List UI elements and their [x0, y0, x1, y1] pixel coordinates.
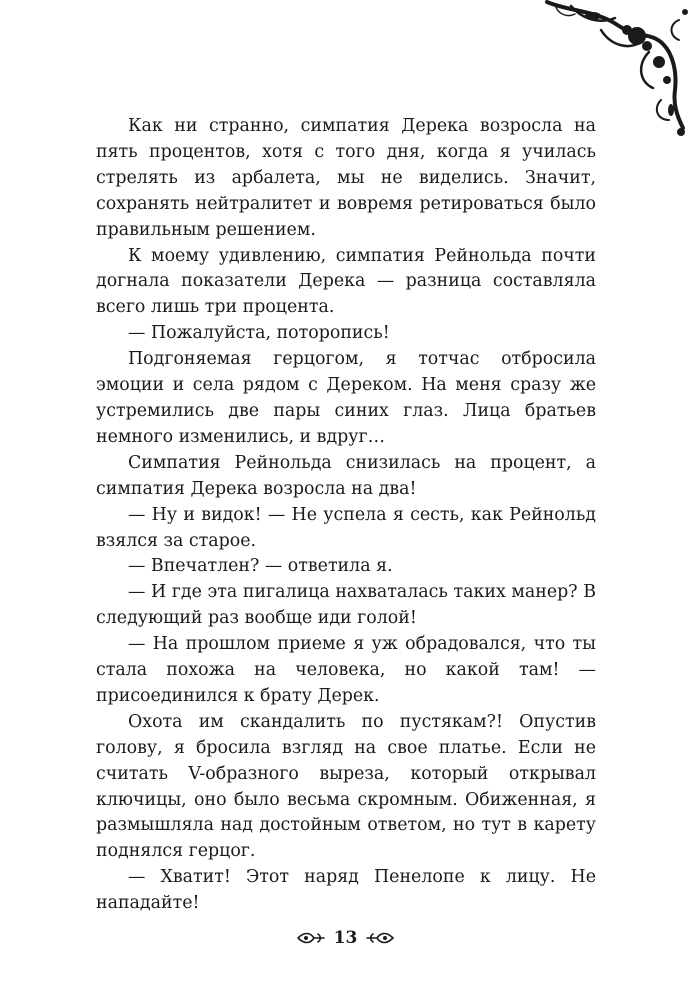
paragraph-6: — Ну и видок! — Не успела я сесть, как Рейнольд взялся за старое. [96, 504, 596, 551]
paragraph-1: Как ни странно, симпатия Дерека возросла на пять процентов, хотя с того дня, когда я училась стрелять из арбалета, мы не виделись. Значит, сохранять нейтралитет и вовремя ретироваться было правильным решением. [96, 116, 596, 240]
paragraph-5: Симпатия Рейнольда снизилась на процент, а симпатия Дерека возросла на два! [96, 452, 596, 499]
body-text [96, 114, 596, 917]
paragraph-3: — Пожалуйста, поторопись! [128, 323, 390, 344]
page-number: 13 [333, 928, 358, 948]
paragraph-2: К моему удивлению, симпатия Рейнольда почти догнала показатели Дерека — разница составляла всего лишь три процента. [96, 245, 596, 318]
paragraph-7: — Впечатлен? — ответила я. [128, 556, 393, 577]
page-footer [0, 924, 691, 952]
paragraph-11: — Хватит! Этот наряд Пенелопе к лицу. Не нападайте! [96, 867, 596, 914]
flourish-left-icon [296, 930, 326, 946]
paragraph-4: Подгоняемая герцогом, я тотчас отбросила эмоции и села рядом с Дереком. На меня сразу же устремились две пары синих глаз. Лица братьев немного изменились, и вдруг… [96, 349, 596, 447]
paragraph-10: Охота им скандалить по пустякам?! Опустив голову, я бросила взгляд на свое платье. Если не считать V-образного выреза, который открывал ключицы, оно было весьма скромным. Обиженная, я размышляла над достойным ответом, но тут в карету поднялся герцог. [96, 711, 596, 862]
paragraph-8: — И где эта пигалица нахваталась таких манер? В следующий раз вообще иди голой! [96, 582, 596, 629]
flourish-right-icon [365, 930, 395, 946]
paragraph-9: — На прошлом приеме я уж обрадовался, что ты стала похожа на человека, но какой там! — присоединился к брату Дерек. [96, 634, 596, 706]
